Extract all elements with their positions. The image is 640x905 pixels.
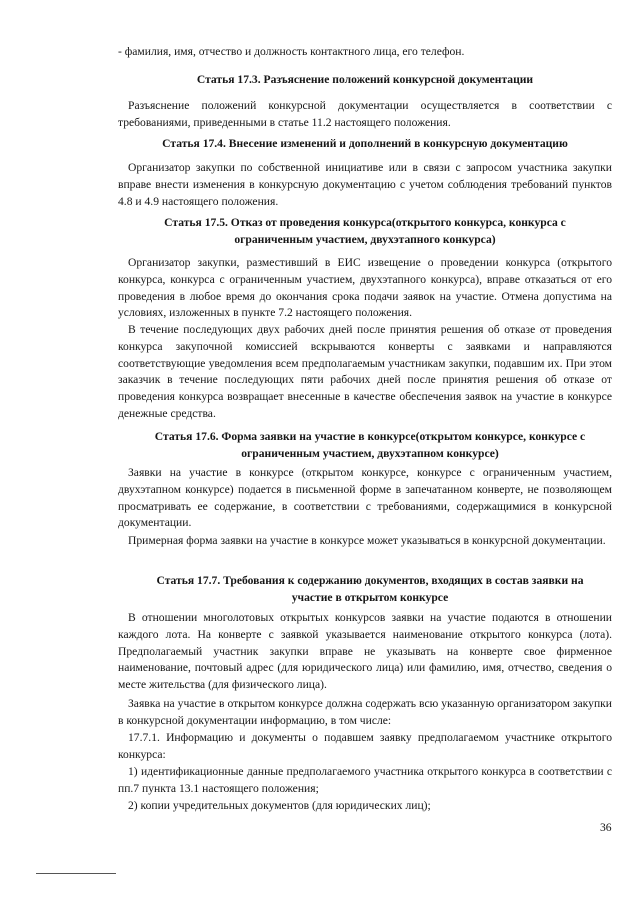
paragraph-17-7-1: В отношении многолотовых открытых конкурсов заявки на участие подаются в отношении каждого лота. На конверте с заявкой указывается наименование открытого конкурса (лота). Предполагаемый участник закупки вправе не указывать на конверте свое фирменное наименование, почтовый адрес (для юридического лица) или фамилию, имя, отчество, сведения о месте жительства (для физического лица). — [118, 611, 612, 692]
heading-article-17-6: Статья 17.6. Форма заявки на участие в конкурсе(открытом конкурсе, конкурсе с ограниченным участием, двухэтапном конкурсе) — [154, 430, 586, 460]
heading-article-17-3: Статья 17.3. Разъяснение положений конкурсной документации — [196, 73, 534, 86]
paragraph-17-7-2: Заявка на участие в открытом конкурсе должна содержать всю указанную организатором закупки в конкурсной документации информацию, в том числе: — [118, 697, 612, 727]
footnote-divider — [36, 873, 116, 874]
paragraph-17-6-2: Примерная форма заявки на участие в конкурсе может указываться в конкурсной документации. — [128, 534, 606, 547]
paragraph-17-7-item-2: 2) копии учредительных документов (для юридических лиц); — [128, 799, 431, 812]
paragraph-17-7-item-1: 1) идентификационные данные предполагаемого участника открытого конкурса в соответствии с пп.7 пункта 13.1 настоящего положения; — [118, 765, 612, 795]
page-number: 36 — [600, 821, 612, 834]
heading-article-17-7: Статья 17.7. Требования к содержанию документов, входящих в состав заявки на участие в открытом конкурсе — [156, 574, 584, 604]
heading-article-17-5: Статья 17.5. Отказ от проведения конкурса(открытого конкурса, конкурса с ограниченным участием, двухэтапного конкурса) — [164, 216, 566, 246]
paragraph-17-5-2: В течение последующих двух рабочих дней после принятия решения об отказе от проведения конкурса закупочной комиссией вскрываются конверты с заявками и направляются соответствующие уведомления всем предполагаемым участникам закупки, подавшим их. При этом заказчик в течение последующих пяти рабочих дней после принятия решения об отказе от проведения конкурса возвращает внесенные в качестве обеспечения заявок на участие в конкурсе денежные средства. — [118, 323, 612, 420]
paragraph-17-7-1-info: 17.7.1. Информацию и документы о подавшем заявку предполагаемом участнике открытого конкурса: — [118, 731, 612, 761]
paragraph-17-6-1: Заявки на участие в конкурсе (открытом конкурсе, конкурсе с ограниченным участием, двухэтапном конкурсе) подается в письменной форме в запечатанном конверте, не позволяющем просматривать ее содержание, в соответствии с требованиями, содержащимися в конкурсной документации. — [118, 466, 612, 530]
paragraph-17-4-1: Организатор закупки по собственной инициативе или в связи с запросом участника закупки вправе внести изменения в конкурсную документацию с учетом соблюдения требований пунктов 4.8 и 4.9 настоящего положения. — [118, 161, 612, 208]
paragraph-17-3-1: Разъяснение положений конкурсной документации осуществляется в соответствии с требованиями, приведенными в статье 11.2 настоящего положения. — [118, 99, 612, 129]
paragraph-contact-line: - фамилия, имя, отчество и должность контактного лица, его телефон. — [118, 45, 465, 58]
paragraph-17-5-1: Организатор закупки, разместивший в ЕИС извещение о проведении конкурса (открытого конкурса, конкурса с ограниченным участием, двухэтапного конкурса), вправе отказаться от его проведения в любое время до окончания срока подачи заявок на участие. Отмена допустима на условиях, изложенных в пункте 7.2 настоящего положения. — [118, 256, 612, 320]
heading-article-17-4: Статья 17.4. Внесение изменений и дополнений в конкурсную документацию — [162, 137, 568, 150]
